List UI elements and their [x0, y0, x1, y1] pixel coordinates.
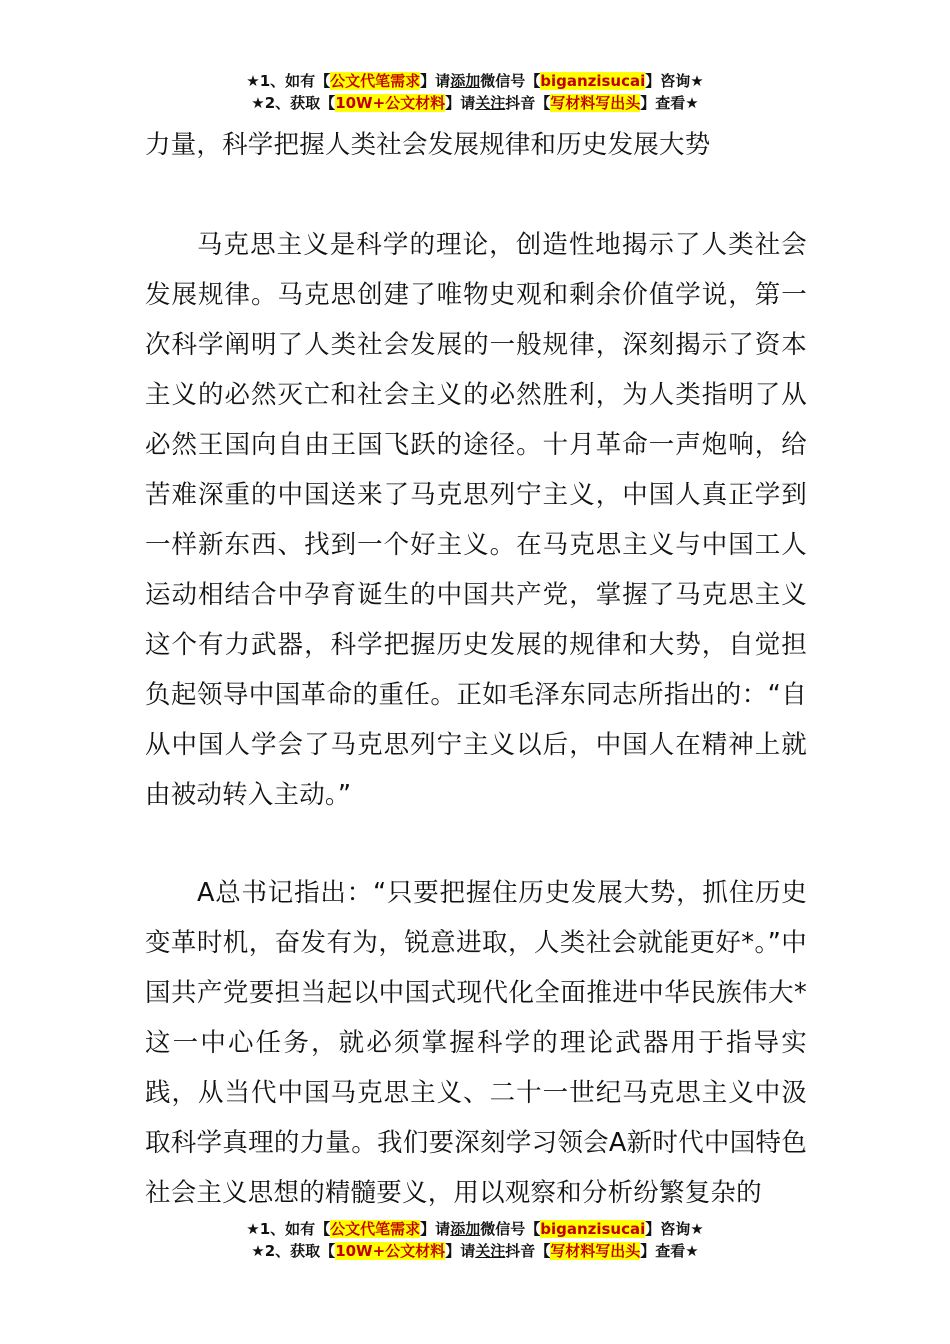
highlight-douyin-account: 写材料写出头 [550, 94, 641, 112]
highlight-materials: 10W+公文材料 [335, 94, 446, 112]
banner-line-1: ★1、如有【公文代笔需求】请添加微信号【biganzisucai】咨询★ [246, 72, 704, 90]
banner-line-2: ★2、获取【10W+公文材料】请关注抖音【写材料写出头】查看★ [251, 94, 699, 112]
star-icon: ★ [246, 72, 260, 90]
paragraph-general-secretary: A总书记指出：“只要把握住历史发展大势，抓住历史变革时机，奋发有为，锐意进取，人类社会就能更好*。”中国共产党要担当起以中国式现代化全面推进中华民族伟大*这一中心任务，就必须掌握科学的理论武器用于指导实践，从当代中国马克思主义、二十一世纪马克思主义中汲取科学真理的力量。我们要深刻学习领会A新时代中国特色社会主义思想的精髓要义，用以观察和分析纷繁复杂的 [145, 878, 807, 1208]
highlight-materials: 10W+公文材料 [335, 1242, 446, 1260]
banner-line-1: ★1、如有【公文代笔需求】请添加微信号【biganzisucai】咨询★ [246, 1220, 704, 1238]
highlight-wechat-id: biganzisucai [540, 72, 646, 90]
footer-banner [0, 1218, 950, 1262]
paragraph-continuation: 力量，科学把握人类社会发展规律和历史发展大势 [145, 130, 711, 160]
header-banner [0, 70, 950, 114]
highlight-service: 公文代笔需求 [330, 72, 421, 90]
paragraph-marxism-science: 马克思主义是科学的理论，创造性地揭示了人类社会发展规律。马克思创建了唯物史观和剩余价值学说，第一次科学阐明了人类社会发展的一般规律，深刻揭示了资本主义的必然灭亡和社会主义的必然胜利，为人类指明了从必然王国向自由王国飞跃的途径。十月革命一声炮响，给苦难深重的中国送来了马克思列宁主义，中国人真正学到一样新东西、找到一个好主义。在马克思主义与中国工人运动相结合中孕育诞生的中国共产党，掌握了马克思主义这个有力武器，科学把握历史发展的规律和大势，自觉担负起领导中国革命的重任。正如毛泽东同志所指出的：“自从中国人学会了马克思列宁主义以后，中国人在精神上就由被动转入主动。” [145, 230, 807, 810]
highlight-douyin-account: 写材料写出头 [550, 1242, 641, 1260]
star-icon: ★ [251, 1242, 265, 1260]
highlight-wechat-id: biganzisucai [540, 1220, 646, 1238]
star-icon: ★ [251, 94, 265, 112]
highlight-service: 公文代笔需求 [330, 1220, 421, 1238]
star-icon: ★ [246, 1220, 260, 1238]
banner-line-2: ★2、获取【10W+公文材料】请关注抖音【写材料写出头】查看★ [251, 1242, 699, 1260]
